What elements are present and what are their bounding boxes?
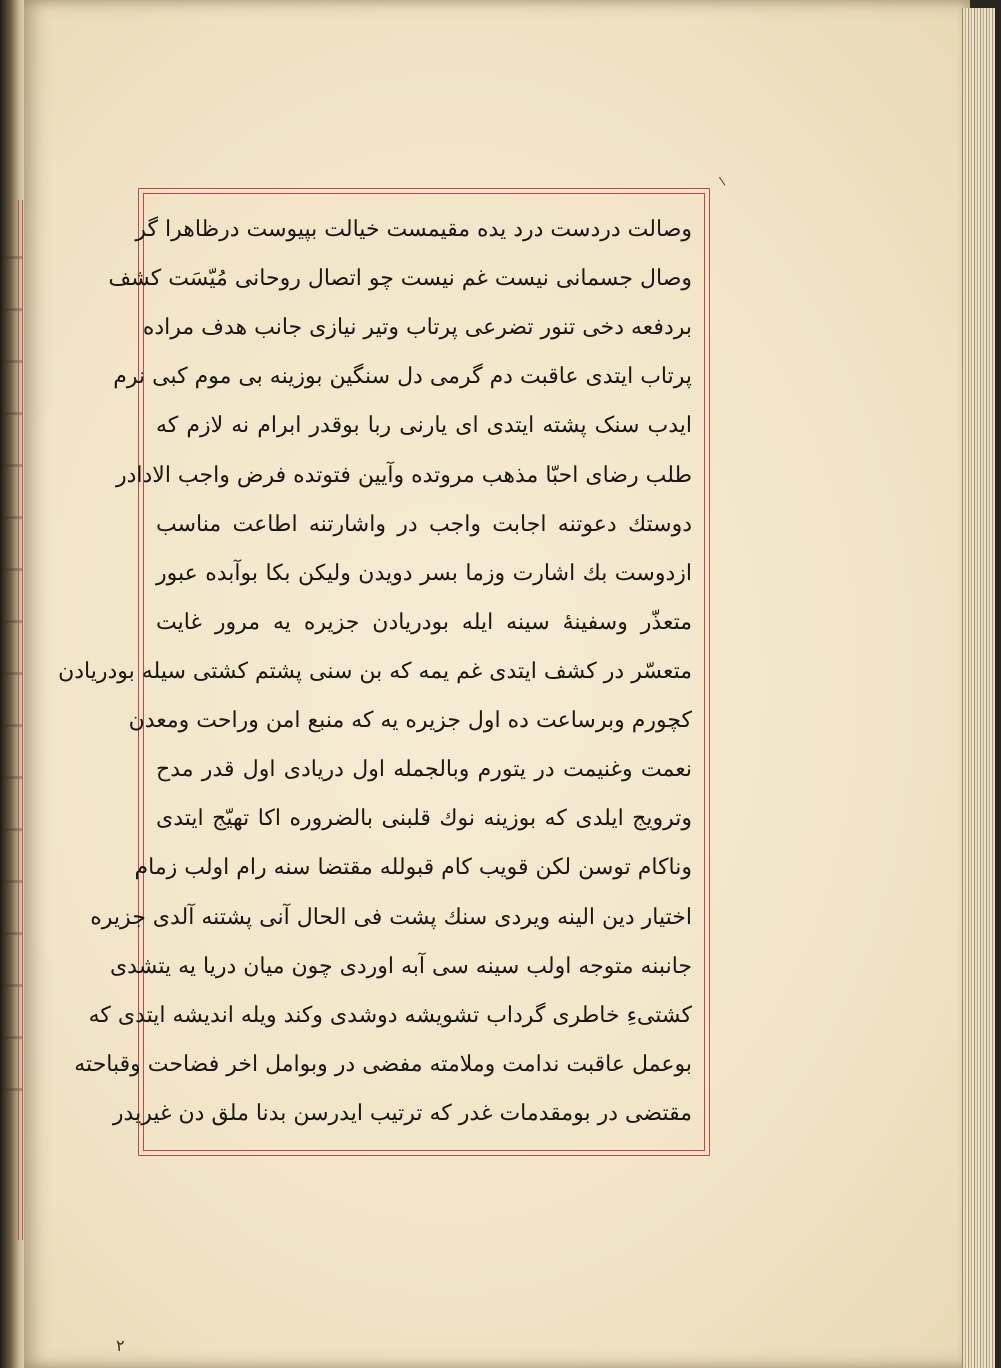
- text-line-17: کشتیءِ خاطری گرداب تشویشه دوشدی وکند ویله اندیشه ایتدی که: [88, 1002, 692, 1028]
- page-block-edges: [962, 8, 1001, 1368]
- text-line-16: جانبنه متوجه اولب سینه سی آبه اوردی چون میان دریا یه یتشدی: [109, 953, 692, 979]
- pen-mark: [719, 172, 732, 185]
- text-line-5: ایدب سنک پشته ایتدی ای یارنی ربا بوقدر ابرام نه لازم که: [156, 413, 692, 439]
- text-line-4: پرتاب ایتدی عاقبت دم گرمی دل سنگین بوزینه بی موم کبی نرم: [113, 364, 692, 390]
- text-line-11: کچورم وبرساعت ده اول جزیره یه که منبع امن وراحت ومعدن: [128, 708, 692, 734]
- folio-number: ٢: [116, 1336, 125, 1355]
- facing-page-ruling: [18, 200, 23, 1240]
- text-line-6: طلب رضای احبّا مذهب مروتده وآیین فتوتده فرض واجب الادادر: [115, 462, 692, 488]
- text-line-3: بردفعه دخی تنور تضرعی پرتاب وتیر نیازی جانب هدف مراده: [142, 315, 692, 341]
- manuscript-page: [24, 0, 970, 1368]
- text-line-14: وناکام توسن لکن قویب کام قبولله مقتضا سنه رام اولب زمام: [134, 855, 692, 881]
- text-line-15: اختیار دین الینه ویردی سنك پشت فی الحال آنی پشتنه آلدی جزیره: [90, 904, 692, 930]
- text-line-1: وصالت دردست درد یده مقیمست خیالت بپیوست درظاهرا گر: [135, 217, 692, 242]
- text-line-8: ازدوست بك اشارت وزما بسر دویدن ولیکن بکا بوآبده عبور: [156, 560, 692, 586]
- text-line-18: بوعمل عاقبت ندامت وملامته مفضی در وبوامل اخر فضاحت وقباحته: [74, 1051, 692, 1077]
- facing-page-edge: [0, 0, 26, 1368]
- text-line-2: وصال جسمانی نیست غم نیست چو اتصال روحانی مُیّسَت کشف: [108, 266, 692, 292]
- text-line-10: متعسّر در کشف ایتدی غم یمه که بن سنی پشتم کشتی سیله بودریادن: [58, 658, 692, 684]
- text-line-19: مقتضی در بومقدمات غدر که ترتیب ایدرسن بدنا ملق دن غیریدر: [112, 1100, 692, 1126]
- text-line-7: دوستك دعوتنه اجابت واجب در واشارتنه اطاعت مناسب: [156, 511, 692, 537]
- text-line-12: نعمت وغنیمت در یتورم وبالجمله اول دریادی اول قدر مدح: [156, 757, 692, 783]
- text-frame: [58, 188, 710, 1156]
- text-block: [58, 204, 696, 1140]
- text-line-9: متعذّر وسفینهٔ سینه ایله بودریادن جزیره یه مرور غایت: [156, 609, 692, 635]
- text-frame-inner-rule: [58, 193, 705, 1151]
- text-line-13: وترویج ایلدی که بوزینه نوك قلبنی بالضروره اکا تهیّج ایتدی: [156, 806, 692, 832]
